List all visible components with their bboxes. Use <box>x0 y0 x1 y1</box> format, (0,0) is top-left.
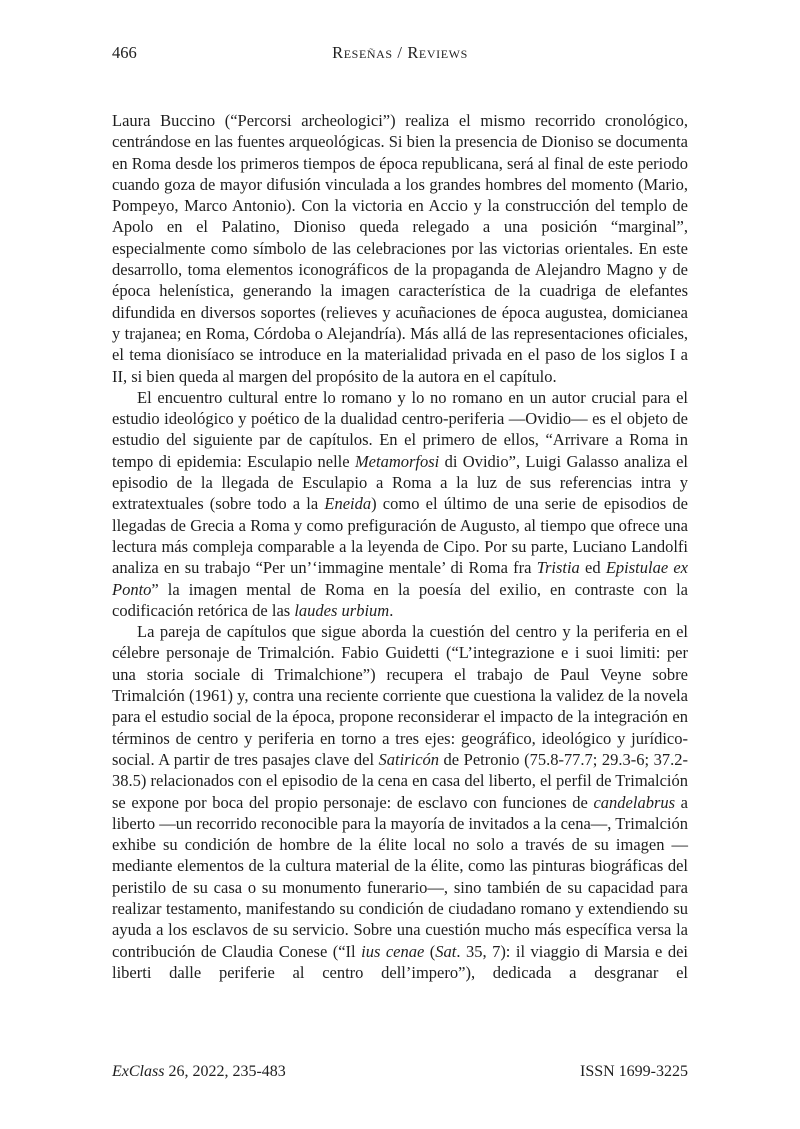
journal-reference: ExClass 26, 2022, 235-483 <box>112 1063 286 1080</box>
paragraph-1: Laura Buccino (“Percorsi archeologici”) realiza el mismo recorrido cronológico, centrándose en las fuentes arqueológicas. Si bien la presencia de Dioniso se documenta en Roma desde los primeros tiempos de época republicana, será al final de este periodo cuando goza de mayor difusión vinculada a los grandes hombres del momento (Mario, Pompeyo, Marco Antonio). Con la victoria en Accio y la construcción del templo de Apolo en el Palatino, Dioniso queda relegado a una posición “marginal”, especialmente como símbolo de las celebraciones por las victorias orientales. En este desarrollo, toma elementos iconográficos de la propaganda de Alejandro Magno y de época helenística, generando la imagen característica de la cuadriga de elefantes difundida en diversos soportes (relieves y acuñaciones de época augustea, domicianea y trajanea; en Roma, Córdoba o Alejandría). Más allá de las representaciones oficiales, el tema dionisíaco se introduce en la materialidad privada en el paso de los siglos I a II, si bien queda al margen del propósito de la autora en el capítulo. <box>112 111 688 386</box>
review-body <box>112 110 688 983</box>
page-header <box>112 43 688 63</box>
paragraph-3: La pareja de capítulos que sigue aborda la cuestión del centro y la periferia en el célebre personaje de Trimalción. Fabio Guidetti (“L’integrazione e i suoi limiti: per una storia sociale di Trimalchione”) recupera el trabajo de Paul Veyne sobre Trimalción (1961) y, contra una reciente corriente que cuestiona la validez de la novela para el estudio social de la época, propone reconsiderar el impacto de la integración en términos de centro y periferia en torno a tres ejes: geográfico, ideológico y jurídico-social. A partir de tres pasajes clave del Satiricón de Petronio (75.8-77.7; 29.3-6; 37.2-38.5) relacionados con el episodio de la cena en casa del liberto, el perfil de Trimalción se expone por boca del propio personaje: de esclavo con funciones de candelabrus a liberto —un recorrido reconocible para la mayoría de invitados a la cena—, Trimalción exhibe su condición de hombre de la élite local no solo a través de su imagen —mediante elementos de la cultura material de la élite, como las pinturas biográficas del peristilo de su casa o su monumento funerario—, sino también de su capacidad para realizar testamento, manifestando su condición de ciudadano romano y extendiendo su ayuda a los esclavos de su servicio. Sobre una cuestión mucho más específica versa la contribución de Claudia Conese (“Il ius cenae (Sat. 35, 7): il viaggio di Marsia e dei liberti dalle periferie al centro dell’impero”), dedicada a desgranar el <box>112 622 688 982</box>
running-title: Reseñas / Reviews <box>332 43 468 62</box>
page-number: 466 <box>112 43 137 62</box>
issn: ISSN 1699-3225 <box>579 1063 688 1080</box>
page-footer <box>112 1062 688 1082</box>
paragraph-2: El encuentro cultural entre lo romano y lo no romano en un autor crucial para el estudio ideológico y poético de la dualidad centro-periferia —Ovidio— es el objeto de estudio del siguiente par de capítulos. En el primero de ellos, “Arrivare a Roma in tempo di epidemia: Esculapio nelle Metamorfosi di Ovidio”, Luigi Galasso analiza el episodio de la llegada de Esculapio a Roma a la luz de sus referencias intra y extratextuales (sobre todo a la Eneida) como el último de una serie de episodios de llegadas de Grecia a Roma y como prefiguración de Augusto, al tiempo que ofrece una lectura más compleja comparable a la leyenda de Cipo. Por su parte, Luciano Landolfi analiza en su trabajo “Per un’‘immagine mentale’ di Roma fra Tristia ed Epistulae ex Ponto” la imagen mental de Roma en la poesía del exilio, en contraste con la codificación retórica de las laudes urbium. <box>112 387 688 620</box>
